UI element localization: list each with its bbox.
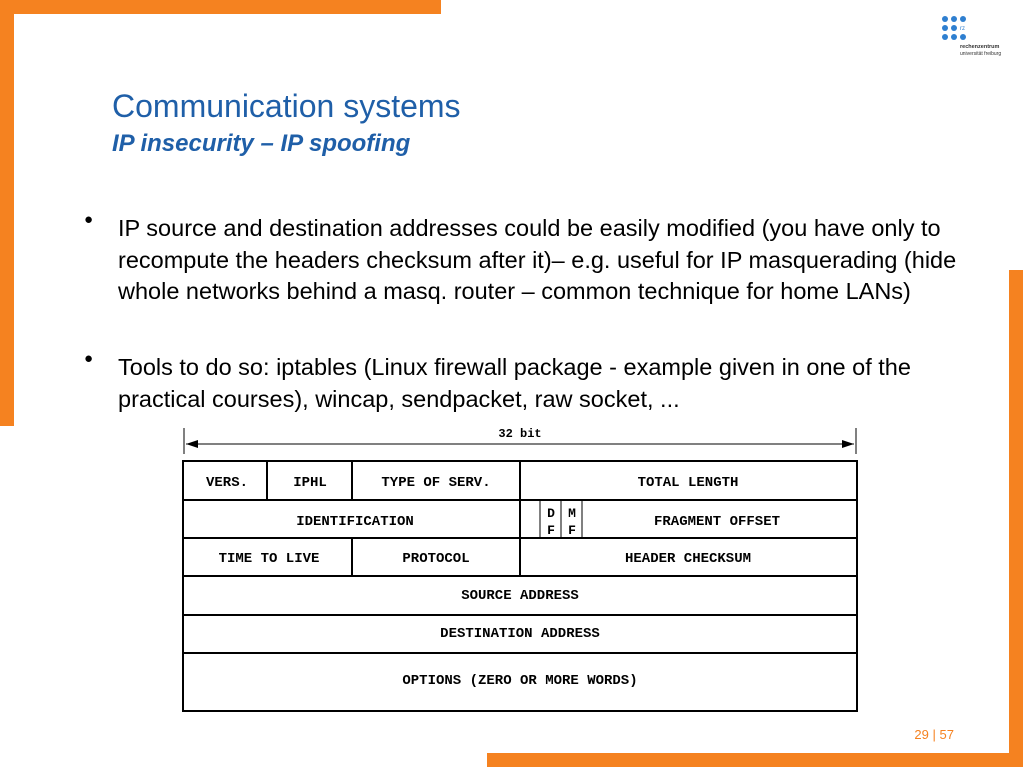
logo-university: universität freiburg — [960, 51, 1002, 57]
field-source-address: SOURCE ADDRESS — [461, 588, 579, 604]
field-header-length: IPHL — [293, 475, 327, 491]
bullet-text-1: IP source and destination addresses could be easily modified (you have only to recompute the headers checksum after it)– e.g. useful for IP masquerading (hide whole networks behind a masq. router – common technique for home LANs) — [118, 215, 957, 304]
bottom-accent-bar — [487, 753, 1023, 767]
flag-mf-top: M — [568, 506, 576, 521]
left-accent-bar — [0, 14, 14, 426]
university-logo — [938, 14, 1002, 64]
field-version: VERS. — [205, 475, 249, 491]
bullet-icon: ● — [84, 350, 94, 367]
page-number — [880, 727, 954, 742]
field-header-checksum: HEADER CHECKSUM — [624, 551, 752, 567]
slide-subtitle: IP insecurity – IP spoofing — [112, 130, 411, 157]
bullet-text-2: Tools to do so: iptables (Linux firewall package - example given in one of the practical courses), wincap, sendpacket, raw socket, ... — [118, 354, 911, 412]
logo-name: rechenzentrum — [960, 44, 1000, 50]
field-options: OPTIONS (ZERO OR MORE WORDS) — [402, 673, 638, 689]
right-accent-bar — [1009, 270, 1023, 767]
field-identification: IDENTIFICATION — [296, 514, 414, 530]
logo-abbreviation: rz — [960, 26, 965, 32]
ip-header-diagram — [178, 424, 862, 714]
bullet-icon: ● — [84, 211, 94, 228]
flag-mf-bottom: F — [568, 523, 576, 538]
flag-df-bottom: F — [547, 523, 555, 538]
field-protocol: PROTOCOL — [402, 551, 470, 567]
page-current: 29 — [914, 727, 929, 742]
top-accent-bar — [0, 0, 441, 14]
field-destination-address: DESTINATION ADDRESS — [440, 626, 600, 642]
page-separator: | — [932, 727, 936, 742]
page-total: 57 — [939, 727, 954, 742]
field-fragment-offset: FRAGMENT OFFSET — [653, 514, 781, 530]
field-type-of-service: TYPE OF SERV. — [381, 475, 491, 491]
field-total-length: TOTAL LENGTH — [637, 475, 739, 491]
bit-width-label: 32 bit — [498, 427, 542, 441]
slide-title: Communication systems — [112, 88, 461, 124]
field-time-to-live: TIME TO LIVE — [218, 551, 320, 567]
flag-df-top: D — [547, 506, 555, 521]
